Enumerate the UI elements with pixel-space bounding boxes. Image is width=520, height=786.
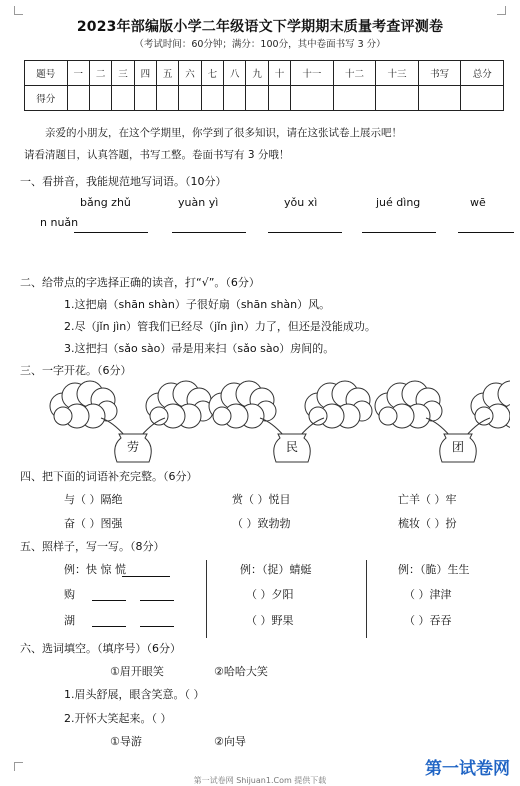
q3-heading: 三、一字开花。（6分） bbox=[20, 364, 132, 377]
score-header-cell: 题号 bbox=[25, 61, 68, 86]
corner-mark-bottom-left bbox=[14, 762, 23, 771]
score-input-cell[interactable] bbox=[157, 86, 179, 111]
q5-col3-item-2: （ ）吞吞 bbox=[404, 614, 452, 627]
score-input-cell[interactable] bbox=[134, 86, 156, 111]
score-header-cell: 十二 bbox=[333, 61, 376, 86]
corner-mark-top-right bbox=[497, 6, 506, 15]
flower-pots-illustration bbox=[30, 378, 510, 466]
score-header-cell: 书写 bbox=[418, 61, 461, 86]
q4-heading: 四、把下面的词语补充完整。（6分） bbox=[20, 470, 198, 483]
q5-divider-2 bbox=[366, 560, 367, 638]
footer-source: 第一试卷网 Shijuan1.Com 提供下载 bbox=[193, 776, 327, 785]
score-table-score-row bbox=[25, 86, 504, 111]
score-header-cell: 十 bbox=[268, 61, 290, 86]
score-input-cell[interactable] bbox=[461, 86, 504, 111]
q1-answer-line-2[interactable] bbox=[172, 231, 246, 233]
q1-answer-line-3[interactable] bbox=[268, 231, 342, 233]
cloud-puff bbox=[54, 407, 72, 425]
intro-line-1: 亲爱的小朋友，在这个学期里，你学到了很多知识，请在这张试卷上展示吧！ bbox=[45, 127, 402, 139]
score-input-cell[interactable] bbox=[224, 86, 246, 111]
score-header-cell: 十三 bbox=[376, 61, 419, 86]
score-table-header-row bbox=[25, 61, 504, 86]
score-header-cell: 二 bbox=[89, 61, 111, 86]
score-header-cell: 十一 bbox=[291, 61, 334, 86]
pot-char-2: 民 bbox=[285, 440, 299, 454]
score-input-cell[interactable] bbox=[67, 86, 89, 111]
score-header-cell: 六 bbox=[179, 61, 201, 86]
score-input-cell[interactable] bbox=[179, 86, 201, 111]
q1-heading: 一、看拼音，我能规范地写词语。（10分） bbox=[20, 175, 227, 188]
q6-option-1: ①眉开眼笑 bbox=[110, 665, 164, 678]
cloud-puff bbox=[213, 407, 231, 425]
q1-answer-line-5[interactable] bbox=[458, 231, 514, 233]
q5-col1-item-1: 购 bbox=[64, 588, 75, 601]
q6-item-2: 2.开怀大笑起来。（ ） bbox=[64, 712, 172, 725]
score-input-cell[interactable] bbox=[246, 86, 268, 111]
q5-col3-item-1: （ ）津津 bbox=[404, 588, 452, 601]
intro-text bbox=[24, 122, 506, 166]
cloud-puff bbox=[379, 407, 397, 425]
score-input-cell[interactable] bbox=[112, 86, 134, 111]
score-header-cell: 五 bbox=[157, 61, 179, 86]
q2-item-3: 3.这把扫（sǎo sào）帚是用来扫（sǎo sào）房间的。 bbox=[64, 342, 335, 355]
score-input-cell[interactable] bbox=[418, 86, 461, 111]
score-input-cell[interactable] bbox=[291, 86, 334, 111]
score-input-cell[interactable] bbox=[89, 86, 111, 111]
score-header-cell: 一 bbox=[67, 61, 89, 86]
score-row-label: 得分 bbox=[25, 86, 68, 111]
q1-answer-line-4[interactable] bbox=[362, 231, 436, 233]
score-input-cell[interactable] bbox=[333, 86, 376, 111]
q6-option-3: ①导游 bbox=[110, 735, 142, 748]
score-header-cell: 七 bbox=[201, 61, 223, 86]
q4-item-4: 奋（ ）图强 bbox=[64, 517, 123, 530]
cloud-puff bbox=[150, 407, 168, 425]
score-header-cell: 总分 bbox=[461, 61, 504, 86]
q5-col2-item-2: （ ）野果 bbox=[246, 614, 294, 627]
q6-option-2: ②哈哈大笑 bbox=[214, 665, 268, 678]
q5-col2-example: 例：（捉）蜻蜓 bbox=[240, 563, 312, 576]
q5-col1-example: 例：快 惊 慌 bbox=[64, 563, 126, 576]
brand-watermark: 第一试卷网 bbox=[425, 759, 510, 779]
exam-info: （考试时间：60分钟；满分：100分，其中卷面书写 3 分） bbox=[134, 39, 386, 50]
score-table bbox=[24, 60, 504, 111]
q4-item-6: 梳妆（ ）扮 bbox=[398, 517, 457, 530]
q5-col3-example: 例：（脆）生生 bbox=[398, 563, 470, 576]
q5-col1-item-2: 湖 bbox=[64, 614, 75, 627]
q6-option-4: ②向导 bbox=[214, 735, 246, 748]
q2-item-1: 1.这把扇（shān shàn）子很好扇（shān shàn）风。 bbox=[64, 298, 331, 311]
score-header-cell: 九 bbox=[246, 61, 268, 86]
score-input-cell[interactable] bbox=[201, 86, 223, 111]
q4-item-3: 亡羊（ ）牢 bbox=[398, 493, 457, 506]
cloud-puff bbox=[309, 407, 327, 425]
q1-answer-line-1[interactable] bbox=[74, 231, 148, 233]
q4-item-2: 赏（ ）悦目 bbox=[232, 493, 291, 506]
pot-char-1: 劳 bbox=[126, 440, 140, 454]
q2-item-2: 2.尽（jǐn jìn）管我们已经尽（jǐn jìn）力了，但还是没能成功。 bbox=[64, 320, 376, 333]
q6-heading: 六、选词填空。（填序号）（6分） bbox=[20, 642, 181, 655]
score-header-cell: 八 bbox=[224, 61, 246, 86]
score-input-cell[interactable] bbox=[376, 86, 419, 111]
q5-divider-1 bbox=[206, 560, 207, 638]
q1-pinyin-1: bǎng zhǔ bbox=[80, 196, 131, 209]
q2-heading: 二、给带点的字选择正确的读音，打“√”。（6分） bbox=[20, 276, 260, 289]
q5-blank-2b[interactable] bbox=[140, 625, 174, 627]
pot-char-3: 团 bbox=[451, 440, 465, 454]
q5-blank-1a[interactable] bbox=[92, 599, 126, 601]
intro-line-2: 请看清题目，认真答题，书写工整。卷面书写有 3 分哦！ bbox=[24, 149, 290, 161]
q5-example-underline bbox=[122, 575, 170, 577]
score-header-cell: 四 bbox=[134, 61, 156, 86]
cloud-puff bbox=[475, 407, 493, 425]
score-input-cell[interactable] bbox=[268, 86, 290, 111]
score-header-cell: 三 bbox=[112, 61, 134, 86]
q1-pinyin-2: yuàn yì bbox=[178, 196, 219, 209]
q6-item-1: 1.眉头舒展，眼含笑意。（ ） bbox=[64, 688, 205, 701]
q4-item-1: 与（ ）隔绝 bbox=[64, 493, 123, 506]
q1-pinyin-5: wē bbox=[470, 196, 486, 209]
q1-pinyin-5-tail: n nuǎn bbox=[40, 216, 79, 229]
q5-blank-2a[interactable] bbox=[92, 625, 126, 627]
corner-mark-top-left bbox=[14, 6, 23, 15]
q1-pinyin-3: yǒu xì bbox=[284, 196, 318, 209]
page-title: 2023年部编版小学二年级语文下学期期末质量考查评测卷 bbox=[76, 19, 444, 35]
q5-blank-1b[interactable] bbox=[140, 599, 174, 601]
q5-heading: 五、照样子，写一写。（8分） bbox=[20, 540, 165, 553]
q5-col2-item-1: （ ）夕阳 bbox=[246, 588, 294, 601]
q1-pinyin-4: jué dìng bbox=[376, 196, 421, 209]
q4-item-5: （ ）致勃勃 bbox=[232, 517, 291, 530]
